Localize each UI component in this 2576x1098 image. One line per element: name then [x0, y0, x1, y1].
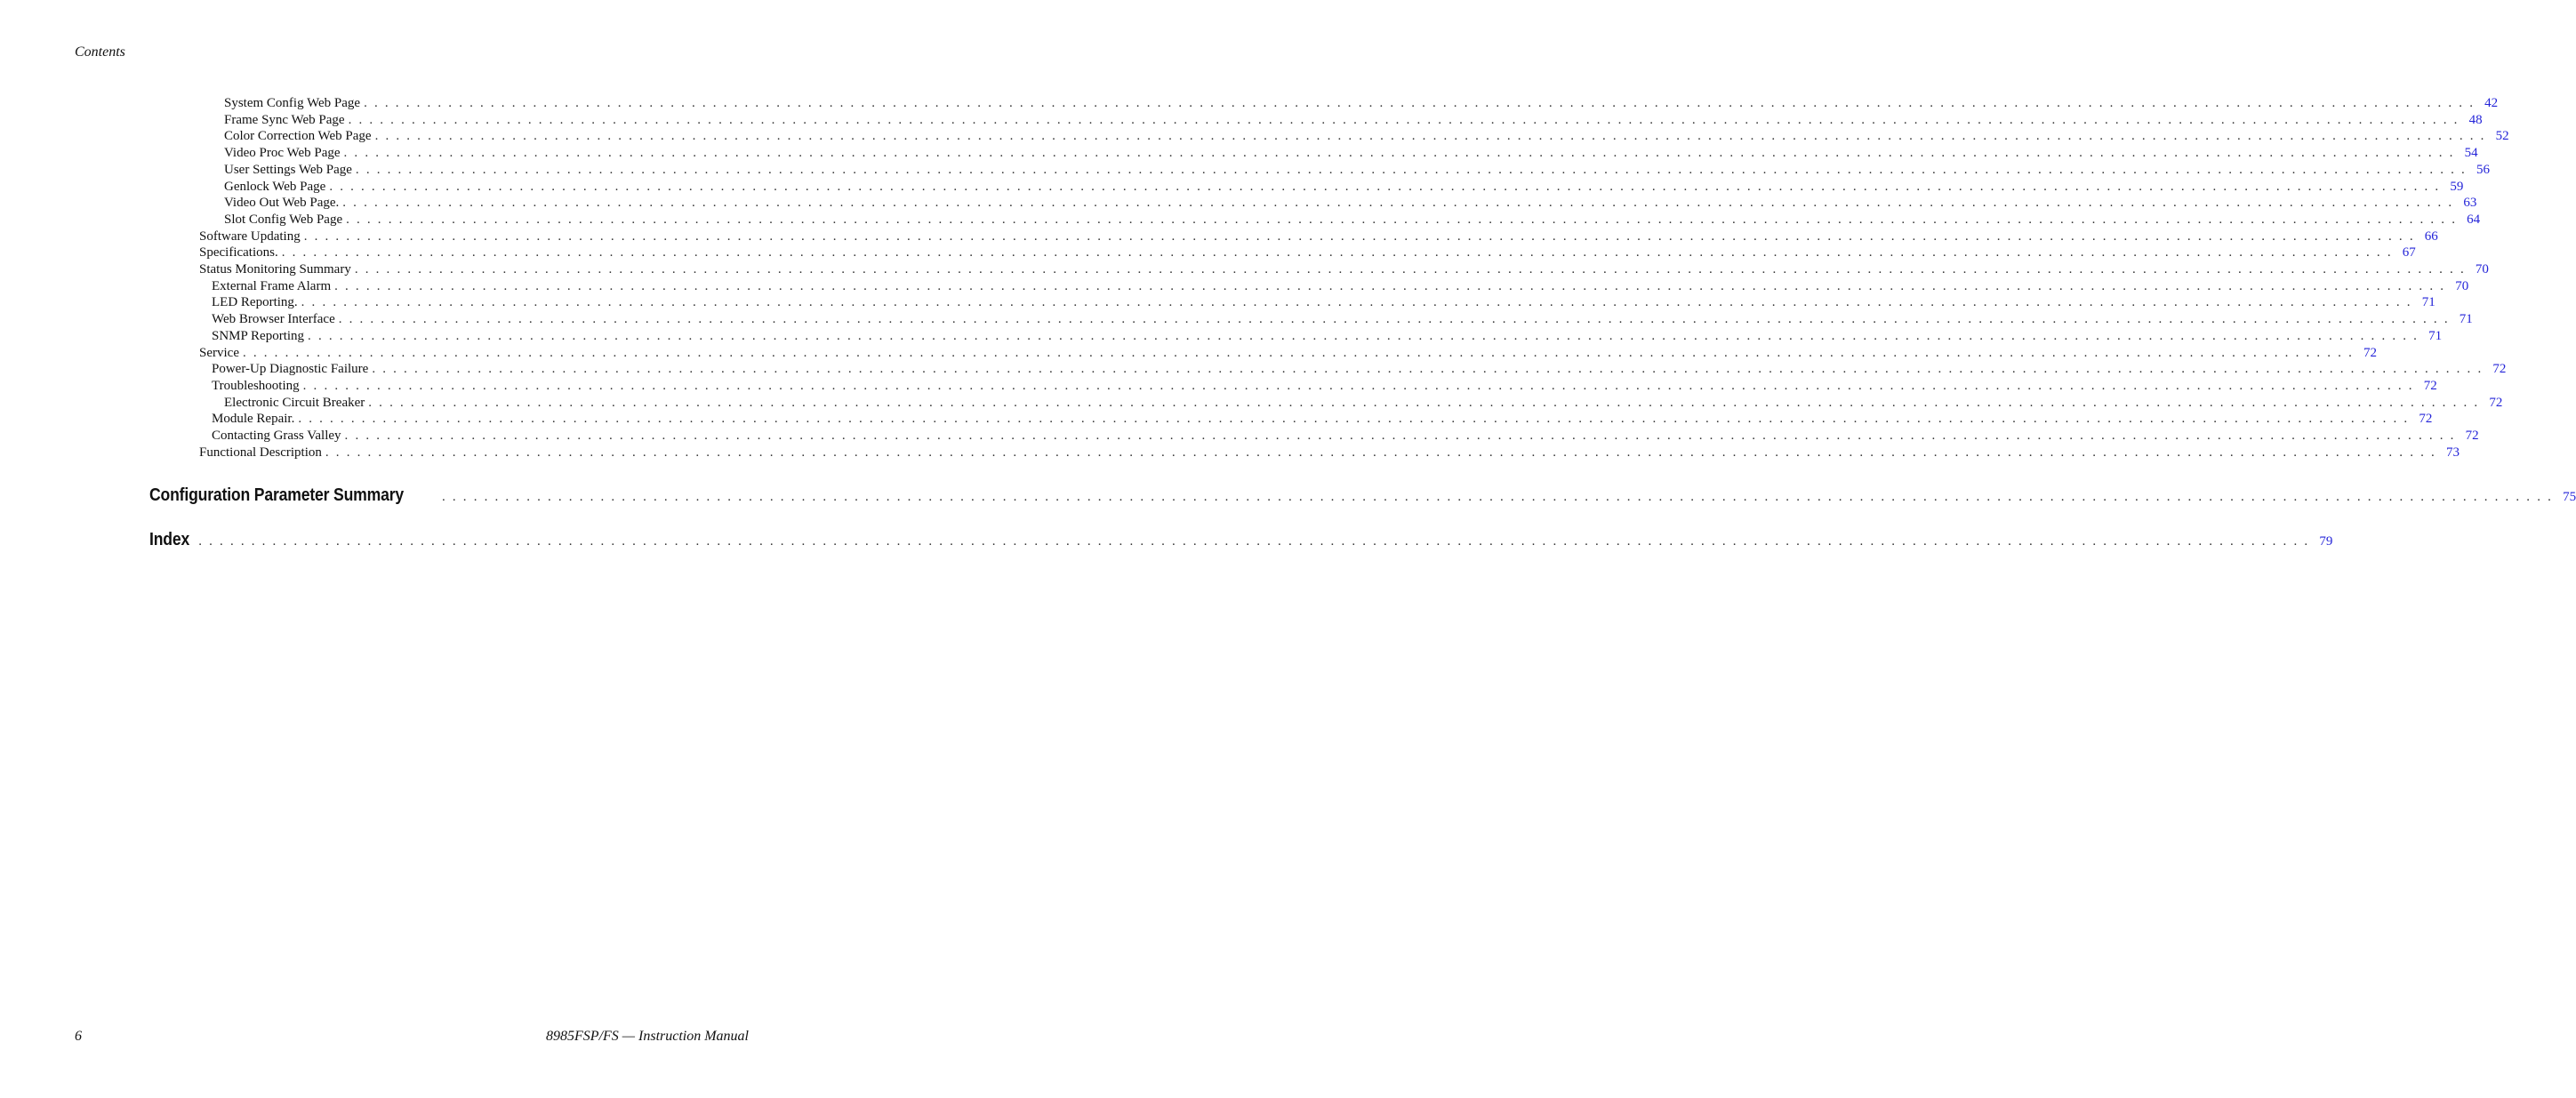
toc-dot-leader: . . . . . . . . . . . . . . . . . . . . . . . . . . . . . . . . . . . . . . . . . . . . . . . . . . . . . . . . . . . . . . . . . . . . . . . . . . . . . . . . . . . . . . . . . . . . . . . . . . . . . . . . . . . . . . . . . . . . . . . . . . . . . . . . . . . . . . . . . . . . . . . . . . . . . . . . . . . . . . . . . . . . . . . . . . . . . . . . . . . . . . . . . . . . . . . . . . . . . . . . [348, 112, 2460, 127]
toc-entry-label: Video Out Web Page. [224, 196, 340, 211]
toc-page-link[interactable]: 73 [2445, 445, 2460, 460]
toc-dot-leader: . . . . . . . . . . . . . . . . . . . . . . . . . . . . . . . . . . . . . . . . . . . . . . . . . . . . . . . . . . . . . . . . . . . . . . . . . . . . . . . . . . . . . . . . . . . . . . . . . . . . . . . . . . . . . . . . . . . . . . . . . . . . . . . . . . . . . . . . . . . . . . . . . . . . . . . . . . . . . . . . . . . . . . . . . . . . . . . . . . . . . . . . . . . . . . . . . . . . . . . . [442, 490, 2554, 504]
toc-entry[interactable] [224, 212, 2481, 228]
toc-dot-leader: . . . . . . . . . . . . . . . . . . . . . . . . . . . . . . . . . . . . . . . . . . . . . . . . . . . . . . . . . . . . . . . . . . . . . . . . . . . . . . . . . . . . . . . . . . . . . . . . . . . . . . . . . . . . . . . . . . . . . . . . . . . . . . . . . . . . . . . . . . . . . . . . . . . . . . . . . . . . . . . . . . . . . . . . . . . . . . . . . . . . . . . . . . . . . . . . . . . . . . . . [334, 278, 2446, 293]
toc-entry-label: Software Updating [199, 228, 301, 244]
toc-entry-label: Genlock Web Page [224, 179, 326, 194]
toc-dot-leader: . . . . . . . . . . . . . . . . . . . . . . . . . . . . . . . . . . . . . . . . . . . . . . . . . . . . . . . . . . . . . . . . . . . . . . . . . . . . . . . . . . . . . . . . . . . . . . . . . . . . . . . . . . . . . . . . . . . . . . . . . . . . . . . . . . . . . . . . . . . . . . . . . . . . . . . . . . . . . . . . . . . . . . . . . . . . . . . . . . . . . . . . . . . . . . . . . . . . . . . . [342, 196, 2454, 211]
toc-entry[interactable] [212, 361, 2507, 378]
toc-entry[interactable] [224, 95, 2499, 112]
toc-chapter-label: Configuration Parameter Summary [149, 485, 404, 505]
toc-page-link[interactable]: 72 [2465, 429, 2479, 443]
toc-entry[interactable] [224, 128, 2509, 145]
toc-entry[interactable] [199, 345, 2378, 362]
toc-page-link[interactable]: 75 [2563, 490, 2576, 504]
toc-page-link[interactable]: 59 [2450, 179, 2464, 194]
toc-dot-leader: . . . . . . . . . . . . . . . . . . . . . . . . . . . . . . . . . . . . . . . . . . . . . . . . . . . . . . . . . . . . . . . . . . . . . . . . . . . . . . . . . . . . . . . . . . . . . . . . . . . . . . . . . . . . . . . . . . . . . . . . . . . . . . . . . . . . . . . . . . . . . . . . . . . . . . . . . . . . . . . . . . . . . . . . . . . . . . . . . . . . . . . . . . . . . . . . . . . . . . . . [346, 212, 2458, 227]
toc-page-link[interactable]: 67 [2402, 245, 2416, 260]
toc-entry-label: Web Browser Interface [212, 312, 335, 327]
toc-dot-leader: . . . . . . . . . . . . . . . . . . . . . . . . . . . . . . . . . . . . . . . . . . . . . . . . . . . . . . . . . . . . . . . . . . . . . . . . . . . . . . . . . . . . . . . . . . . . . . . . . . . . . . . . . . . . . . . . . . . . . . . . . . . . . . . . . . . . . . . . . . . . . . . . . . . . . . . . . . . . . . . . . . . . . . . . . . . . . . . . . . . . . . . . . . . . . . . . . . . . . . . . [329, 179, 2441, 194]
toc-entry-label: SNMP Reporting [212, 328, 305, 343]
toc-dot-leader: . . . . . . . . . . . . . . . . . . . . . . . . . . . . . . . . . . . . . . . . . . . . . . . . . . . . . . . . . . . . . . . . . . . . . . . . . . . . . . . . . . . . . . . . . . . . . . . . . . . . . . . . . . . . . . . . . . . . . . . . . . . . . . . . . . . . . . . . . . . . . . . . . . . . . . . . . . . . . . . . . . . . . . . . . . . . . . . . . . . . . . . . . . . . . . . . . . . . . . . . [298, 412, 2410, 427]
toc-entry[interactable] [224, 162, 2490, 179]
toc-entry[interactable] [212, 328, 2443, 345]
toc-chapter-entry[interactable] [149, 529, 2333, 552]
footer-manual-title: 8985FSP/FS — Instruction Manual [546, 1029, 749, 1044]
toc-entry-label: Service [199, 345, 239, 360]
toc-entry-label: Power-Up Diagnostic Failure [212, 362, 369, 377]
toc-dot-leader: . . . . . . . . . . . . . . . . . . . . . . . . . . . . . . . . . . . . . . . . . . . . . . . . . . . . . . . . . . . . . . . . . . . . . . . . . . . . . . . . . . . . . . . . . . . . . . . . . . . . . . . . . . . . . . . . . . . . . . . . . . . . . . . . . . . . . . . . . . . . . . . . . . . . . . . . . . . . . . . . . . . . . . . . . . . . . . . . . . . . . . . . . . . . . . . . . . . . . . . . [368, 395, 2480, 410]
toc-dot-leader: . . . . . . . . . . . . . . . . . . . . . . . . . . . . . . . . . . . . . . . . . . . . . . . . . . . . . . . . . . . . . . . . . . . . . . . . . . . . . . . . . . . . . . . . . . . . . . . . . . . . . . . . . . . . . . . . . . . . . . . . . . . . . . . . . . . . . . . . . . . . . . . . . . . . . . . . . . . . . . . . . . . . . . . . . . . . . . . . . . . . . . . . . . . . . . . . . . . . . . . . [301, 295, 2412, 310]
toc-entry-label: Electronic Circuit Breaker [224, 395, 365, 410]
toc-dot-leader: . . . . . . . . . . . . . . . . . . . . . . . . . . . . . . . . . . . . . . . . . . . . . . . . . . . . . . . . . . . . . . . . . . . . . . . . . . . . . . . . . . . . . . . . . . . . . . . . . . . . . . . . . . . . . . . . . . . . . . . . . . . . . . . . . . . . . . . . . . . . . . . . . . . . . . . . . . . . . . . . . . . . . . . . . . . . . . . . . . . . . . . . . . . . . . . . . . . . . . . . [354, 262, 2466, 277]
toc-entry[interactable] [212, 294, 2436, 311]
toc-page-link[interactable]: 56 [2476, 162, 2490, 177]
toc-page-link[interactable]: 70 [2455, 278, 2469, 293]
toc-entry[interactable] [199, 244, 2416, 261]
toc-entry-label: Color Correction Web Page [224, 129, 372, 144]
toc-entry-label: Video Proc Web Page [224, 146, 341, 161]
toc-dot-leader: . . . . . . . . . . . . . . . . . . . . . . . . . . . . . . . . . . . . . . . . . . . . . . . . . . . . . . . . . . . . . . . . . . . . . . . . . . . . . . . . . . . . . . . . . . . . . . . . . . . . . . . . . . . . . . . . . . . . . . . . . . . . . . . . . . . . . . . . . . . . . . . . . . . . . . . . . . . . . . . . . . . . . . . . . . . . . . . . . . . . . . . . . . . . . . . . . . . . . . . . [308, 328, 2420, 343]
toc-page-link[interactable]: 63 [2463, 196, 2477, 211]
toc-page-link[interactable]: 52 [2495, 129, 2509, 144]
toc-dot-leader: . . . . . . . . . . . . . . . . . . . . . . . . . . . . . . . . . . . . . . . . . . . . . . . . . . . . . . . . . . . . . . . . . . . . . . . . . . . . . . . . . . . . . . . . . . . . . . . . . . . . . . . . . . . . . . . . . . . . . . . . . . . . . . . . . . . . . . . . . . . . . . . . . . . . . . . . . . . . . . . . . . . . . . . . . . . . . . . . . . . . . . . . . . . . . . . . . . . . . . . . [198, 534, 2310, 549]
toc-page-link[interactable]: 66 [2424, 228, 2438, 244]
toc-entry-label: Status Monitoring Summary [199, 262, 351, 277]
toc-entry[interactable] [212, 311, 2473, 328]
toc-entry-label: Troubleshooting [212, 378, 300, 393]
toc-entry-label: Contacting Grass Valley [212, 429, 341, 443]
toc-page-link[interactable]: 71 [2459, 312, 2473, 327]
toc-entry-label: External Frame Alarm [212, 278, 332, 293]
toc-dot-leader: . . . . . . . . . . . . . . . . . . . . . . . . . . . . . . . . . . . . . . . . . . . . . . . . . . . . . . . . . . . . . . . . . . . . . . . . . . . . . . . . . . . . . . . . . . . . . . . . . . . . . . . . . . . . . . . . . . . . . . . . . . . . . . . . . . . . . . . . . . . . . . . . . . . . . . . . . . . . . . . . . . . . . . . . . . . . . . . . . . . . . . . . . . . . . . . . . . . . . . . . [302, 378, 2414, 393]
toc-dot-leader: . . . . . . . . . . . . . . . . . . . . . . . . . . . . . . . . . . . . . . . . . . . . . . . . . . . . . . . . . . . . . . . . . . . . . . . . . . . . . . . . . . . . . . . . . . . . . . . . . . . . . . . . . . . . . . . . . . . . . . . . . . . . . . . . . . . . . . . . . . . . . . . . . . . . . . . . . . . . . . . . . . . . . . . . . . . . . . . . . . . . . . . . . . . . . . . . . . . . . . . . [325, 445, 2436, 460]
toc-entry-label: User Settings Web Page [224, 162, 352, 177]
toc-page-link[interactable]: 54 [2464, 146, 2478, 161]
toc-entry-label: System Config Web Page [224, 96, 361, 110]
toc-entry[interactable] [212, 428, 2479, 445]
toc-entry-label: Module Repair. [212, 412, 295, 427]
toc-dot-leader: . . . . . . . . . . . . . . . . . . . . . . . . . . . . . . . . . . . . . . . . . . . . . . . . . . . . . . . . . . . . . . . . . . . . . . . . . . . . . . . . . . . . . . . . . . . . . . . . . . . . . . . . . . . . . . . . . . . . . . . . . . . . . . . . . . . . . . . . . . . . . . . . . . . . . . . . . . . . . . . . . . . . . . . . . . . . . . . . . . . . . . . . . . . . . . . . . . . . . . . . [374, 129, 2486, 144]
toc-page-link[interactable]: 48 [2468, 112, 2483, 127]
toc-entry[interactable] [199, 445, 2460, 461]
toc-page-link[interactable]: 72 [2363, 345, 2378, 360]
toc-dot-leader: . . . . . . . . . . . . . . . . . . . . . . . . . . . . . . . . . . . . . . . . . . . . . . . . . . . . . . . . . . . . . . . . . . . . . . . . . . . . . . . . . . . . . . . . . . . . . . . . . . . . . . . . . . . . . . . . . . . . . . . . . . . . . . . . . . . . . . . . . . . . . . . . . . . . . . . . . . . . . . . . . . . . . . . . . . . . . . . . . . . . . . . . . . . . . . . . . . . . . . . . [281, 245, 2393, 260]
toc-page-link[interactable]: 70 [2475, 262, 2489, 277]
toc-dot-leader: . . . . . . . . . . . . . . . . . . . . . . . . . . . . . . . . . . . . . . . . . . . . . . . . . . . . . . . . . . . . . . . . . . . . . . . . . . . . . . . . . . . . . . . . . . . . . . . . . . . . . . . . . . . . . . . . . . . . . . . . . . . . . . . . . . . . . . . . . . . . . . . . . . . . . . . . . . . . . . . . . . . . . . . . . . . . . . . . . . . . . . . . . . . . . . . . . . . . . . . . [343, 146, 2455, 161]
toc-entry-label: Frame Sync Web Page [224, 112, 345, 127]
toc-page-link[interactable]: 64 [2467, 212, 2481, 227]
toc-page-link[interactable]: 72 [2419, 412, 2433, 427]
toc-entry-label: LED Reporting. [212, 295, 298, 310]
toc-entry[interactable] [212, 378, 2437, 395]
toc-entry-label: Specifications. [199, 245, 278, 260]
toc-entry[interactable] [212, 411, 2433, 428]
toc-page-link[interactable]: 79 [2319, 534, 2333, 549]
toc-entry[interactable] [224, 145, 2478, 162]
toc-dot-leader: . . . . . . . . . . . . . . . . . . . . . . . . . . . . . . . . . . . . . . . . . . . . . . . . . . . . . . . . . . . . . . . . . . . . . . . . . . . . . . . . . . . . . . . . . . . . . . . . . . . . . . . . . . . . . . . . . . . . . . . . . . . . . . . . . . . . . . . . . . . . . . . . . . . . . . . . . . . . . . . . . . . . . . . . . . . . . . . . . . . . . . . . . . . . . . . . . . . . . . . . [344, 429, 2456, 443]
toc-page-link[interactable]: 71 [2428, 328, 2443, 343]
toc-entry[interactable] [224, 195, 2477, 212]
toc-chapter-entry[interactable] [149, 485, 2576, 508]
toc-dot-leader: . . . . . . . . . . . . . . . . . . . . . . . . . . . . . . . . . . . . . . . . . . . . . . . . . . . . . . . . . . . . . . . . . . . . . . . . . . . . . . . . . . . . . . . . . . . . . . . . . . . . . . . . . . . . . . . . . . . . . . . . . . . . . . . . . . . . . . . . . . . . . . . . . . . . . . . . . . . . . . . . . . . . . . . . . . . . . . . . . . . . . . . . . . . . . . . . . . . . . . . . [338, 312, 2450, 327]
toc-page-link[interactable]: 72 [2489, 395, 2503, 410]
toc-entry[interactable] [224, 395, 2503, 412]
toc-page-link[interactable]: 72 [2423, 378, 2437, 393]
running-header: Contents [75, 44, 125, 60]
toc-dot-leader: . . . . . . . . . . . . . . . . . . . . . . . . . . . . . . . . . . . . . . . . . . . . . . . . . . . . . . . . . . . . . . . . . . . . . . . . . . . . . . . . . . . . . . . . . . . . . . . . . . . . . . . . . . . . . . . . . . . . . . . . . . . . . . . . . . . . . . . . . . . . . . . . . . . . . . . . . . . . . . . . . . . . . . . . . . . . . . . . . . . . . . . . . . . . . . . . . . . . . . . . [242, 345, 2355, 360]
toc-entry[interactable] [212, 278, 2469, 295]
toc-page-link[interactable]: 72 [2492, 362, 2507, 377]
toc-entry[interactable] [199, 261, 2489, 278]
toc-dot-leader: . . . . . . . . . . . . . . . . . . . . . . . . . . . . . . . . . . . . . . . . . . . . . . . . . . . . . . . . . . . . . . . . . . . . . . . . . . . . . . . . . . . . . . . . . . . . . . . . . . . . . . . . . . . . . . . . . . . . . . . . . . . . . . . . . . . . . . . . . . . . . . . . . . . . . . . . . . . . . . . . . . . . . . . . . . . . . . . . . . . . . . . . . . . . . . . . . . . . . . . . [372, 362, 2484, 377]
toc-entry-label: Slot Config Web Page [224, 212, 343, 227]
toc-page-link[interactable]: 71 [2421, 295, 2436, 310]
toc-dot-leader: . . . . . . . . . . . . . . . . . . . . . . . . . . . . . . . . . . . . . . . . . . . . . . . . . . . . . . . . . . . . . . . . . . . . . . . . . . . . . . . . . . . . . . . . . . . . . . . . . . . . . . . . . . . . . . . . . . . . . . . . . . . . . . . . . . . . . . . . . . . . . . . . . . . . . . . . . . . . . . . . . . . . . . . . . . . . . . . . . . . . . . . . . . . . . . . . . . . . . . . . [364, 96, 2476, 110]
toc-entry[interactable] [224, 179, 2464, 196]
toc-entry[interactable] [224, 112, 2483, 129]
toc-entry[interactable] [199, 228, 2438, 245]
toc-dot-leader: . . . . . . . . . . . . . . . . . . . . . . . . . . . . . . . . . . . . . . . . . . . . . . . . . . . . . . . . . . . . . . . . . . . . . . . . . . . . . . . . . . . . . . . . . . . . . . . . . . . . . . . . . . . . . . . . . . . . . . . . . . . . . . . . . . . . . . . . . . . . . . . . . . . . . . . . . . . . . . . . . . . . . . . . . . . . . . . . . . . . . . . . . . . . . . . . . . . . . . . . [355, 162, 2467, 177]
toc-chapter-label: Index [149, 530, 190, 549]
toc-entry-label: Functional Description [199, 445, 322, 460]
toc-page-link[interactable]: 42 [2484, 96, 2499, 110]
toc-dot-leader: . . . . . . . . . . . . . . . . . . . . . . . . . . . . . . . . . . . . . . . . . . . . . . . . . . . . . . . . . . . . . . . . . . . . . . . . . . . . . . . . . . . . . . . . . . . . . . . . . . . . . . . . . . . . . . . . . . . . . . . . . . . . . . . . . . . . . . . . . . . . . . . . . . . . . . . . . . . . . . . . . . . . . . . . . . . . . . . . . . . . . . . . . . . . . . . . . . . . . . . . [303, 228, 2415, 244]
footer-page-number: 6 [75, 1029, 82, 1044]
